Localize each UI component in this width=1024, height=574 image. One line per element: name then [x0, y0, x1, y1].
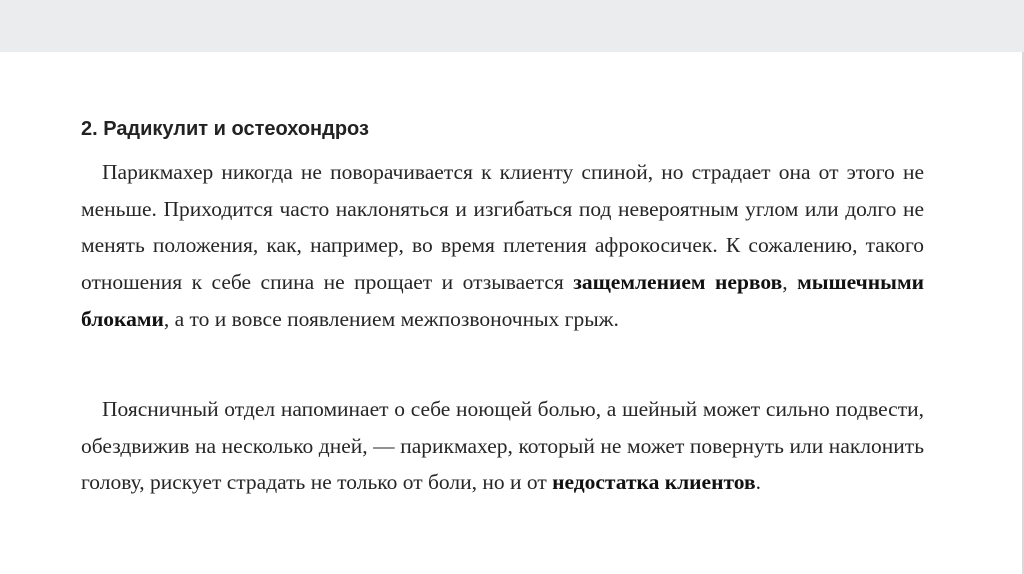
paragraph-1-separator: ,	[782, 270, 798, 295]
paragraph-1-text-a: Парикмахер никогда не поворачивается к клиенту спиной, но страдает она от этого не меньше. Приходится часто наклоняться и изгибаться под невероятным углом или долго не менять положения, как, например, во время плетения афрокосичек. К сожалению, такого отношения к себе спина не прощает и отзывается	[81, 160, 924, 295]
paragraph-2-text-a: Поясничный отдел напоминает о себе ноющей болью, а шейный может сильно подвести, обездвижив на несколько дней, — парикмахер, который не может повернуть или наклонить голову, рискует страдать не только от боли, но и от	[81, 397, 924, 495]
paragraph-1-text-b: , а то и вовсе появлением межпозвоночных грыж.	[163, 306, 619, 331]
paragraph-2	[81, 391, 924, 501]
paragraph-2-bold-a: недостатка клиентов	[552, 470, 756, 495]
paragraph-1-bold-a: защемлением нервов	[573, 270, 783, 295]
paragraph-1-bold-b: мышечными блоками	[81, 270, 924, 331]
slide-heading: 2. Радикулит и остеохондроз	[81, 118, 369, 140]
paragraph-2-text-b: .	[755, 470, 761, 495]
top-band	[0, 0, 1024, 52]
paragraph-1	[81, 154, 924, 338]
